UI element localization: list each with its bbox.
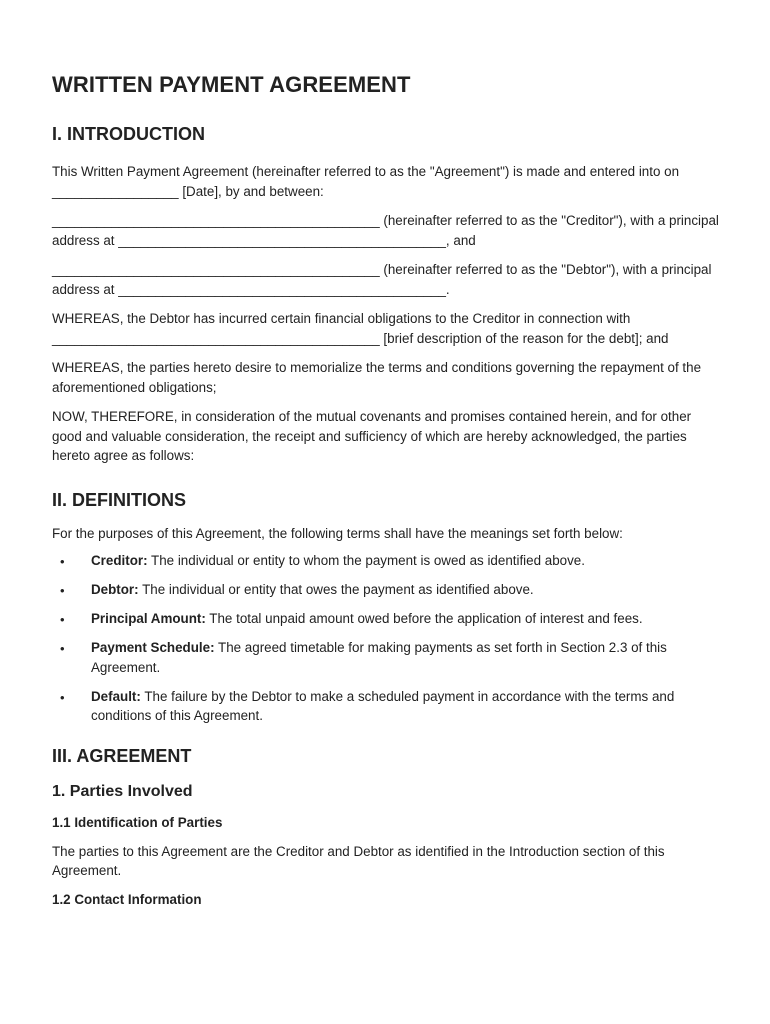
- list-item: [52, 580, 722, 600]
- definitions-intro: For the purposes of this Agreement, the following terms shall have the meanings set forth below:: [52, 525, 623, 541]
- subsection-heading-contact: 1.2 Contact Information: [52, 891, 202, 907]
- subsection-heading-parties: 1. Parties Involved: [52, 782, 193, 800]
- definition-text: The individual or entity that owes the payment as identified above.: [138, 582, 534, 597]
- list-item: [52, 609, 722, 629]
- definition-text: The individual or entity to whom the payment is owed as identified above.: [147, 553, 585, 568]
- definition-term: Payment Schedule:: [91, 640, 215, 655]
- list-item: [52, 638, 722, 677]
- bullet-icon: •: [60, 641, 65, 656]
- definition-text: The failure by the Debtor to make a scheduled payment in accordance with the terms and conditions of this Agreement.: [91, 688, 675, 723]
- document-title: WRITTEN PAYMENT AGREEMENT: [52, 72, 411, 97]
- definition-text: The agreed timetable for making payments as set forth in Section 2.3 of this Agreement.: [91, 640, 667, 675]
- bullet-icon: •: [60, 583, 65, 598]
- whereas-debt-paragraph: WHEREAS, the Debtor has incurred certain financial obligations to the Creditor in connection with ____________________________________________ [brief description of the reason for the debt]; and: [52, 311, 669, 346]
- section-heading-definitions: II. DEFINITIONS: [52, 489, 187, 510]
- subsection-heading-identification: 1.1 Identification of Parties: [52, 814, 223, 830]
- debtor-paragraph: ____________________________________________ (hereinafter referred to as the "Debtor"), with a principal address at ____________________________________________.: [52, 262, 712, 297]
- creditor-paragraph: ____________________________________________ (hereinafter referred to as the "Creditor"), with a principal address at ____________________________________________, and: [52, 213, 719, 248]
- bullet-icon: •: [60, 612, 65, 627]
- list-item: [52, 687, 722, 726]
- intro-paragraph: This Written Payment Agreement (hereinafter referred to as the "Agreement") is made and entered into on _________________ [Date], by and between:: [52, 164, 680, 199]
- bullet-icon: •: [60, 554, 65, 569]
- definition-term: Creditor:: [91, 553, 148, 568]
- definitions-list: [52, 551, 722, 726]
- definition-text: The total unpaid amount owed before the application of interest and fees.: [205, 611, 643, 626]
- whereas-memorialize-paragraph: WHEREAS, the parties hereto desire to memorialize the terms and conditions governing the repayment of the aforementioned obligations;: [52, 360, 702, 395]
- definition-term: Principal Amount:: [91, 611, 206, 626]
- now-therefore-paragraph: NOW, THEREFORE, in consideration of the mutual covenants and promises contained herein, and for other good and valuable consideration, the receipt and sufficiency of which are hereby acknowledged, the parties hereto agree as follows:: [52, 409, 692, 463]
- bullet-icon: •: [60, 689, 65, 705]
- definition-term: Debtor:: [91, 582, 139, 597]
- list-item: [52, 551, 722, 571]
- definition-term: Default:: [91, 688, 141, 704]
- identification-paragraph: The parties to this Agreement are the Creditor and Debtor as identified in the Introduction section of this Agreement.: [52, 843, 665, 878]
- section-heading-agreement: III. AGREEMENT: [52, 745, 192, 766]
- document-content: [52, 70, 722, 919]
- section-heading-introduction: I. INTRODUCTION: [52, 124, 205, 144]
